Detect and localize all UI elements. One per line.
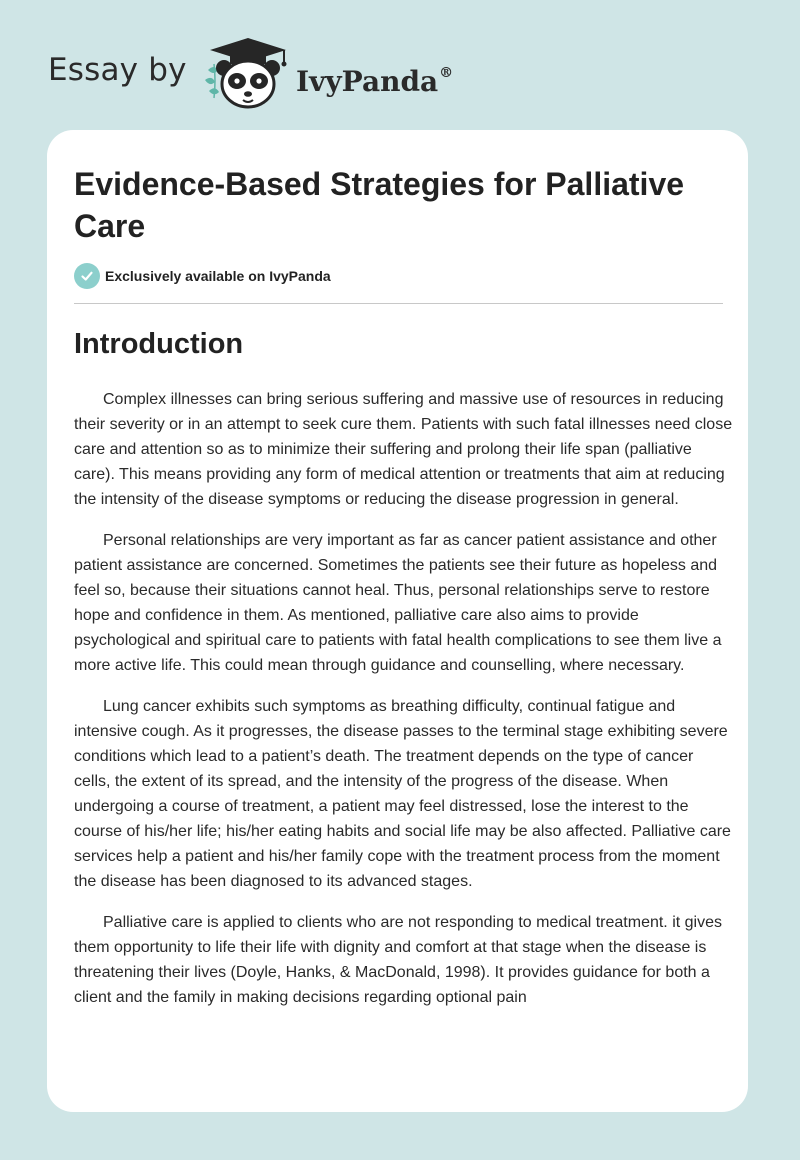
exclusive-badge-label: Exclusively available on IvyPanda: [105, 268, 331, 284]
panda-graduate-logo-icon[interactable]: [200, 34, 296, 110]
body-paragraph: Personal relationships are very important as far as cancer patient assistance and other patient assistance are concerned. Sometimes the patients see their future as hopeless and feel so, because their situations cannot heal. Thus, personal relationships serve to restore hope and confidence in them. As mentioned, palliative care also aims to provide psychological and spiritual care to patients with fatal health complications to see them live a more active life. This could mean through guidance and counselling, where necessary.: [74, 532, 722, 674]
essay-title: Evidence-Based Strategies for Palliative Care: [74, 166, 685, 244]
body-paragraph: Palliative care is applied to clients who are not responding to medical treatment. it gives them opportunity to life their life with dignity and comfort at that stage when the disease is threatening their lives (Doyle, Hanks, & MacDonald, 1998). It provides guidance for both a client and the family in making decisions regarding optional pain: [74, 914, 722, 1006]
essay-body: [74, 387, 734, 1026]
title-divider: [74, 303, 723, 304]
brand-name-text: IvyPanda: [296, 65, 439, 98]
trademark-symbol: ®: [439, 65, 454, 81]
check-icon: [74, 263, 100, 289]
section-heading: Introduction: [74, 328, 244, 360]
body-paragraph: Complex illnesses can bring serious suffering and massive use of resources in reducing their severity or in an attempt to seek cure them. Patients with such fatal illnesses need close care and attention so as to minimize their suffering and prolong their life span (palliative care). This means providing any form of medical attention or treatments that aim at reducing the intensity of the disease symptoms or reducing the disease progression in general.: [74, 391, 733, 508]
body-paragraph: Lung cancer exhibits such symptoms as breathing difficulty, continual fatigue and intensive cough. As it progresses, the disease passes to the terminal stage exhibiting severe conditions which lead to a patient’s death. The treatment depends on the type of cancer cells, the extent of its spread, and the intensity of the progress of the disease. When undergoing a course of treatment, a patient may feel distressed, lose the interest to the course of his/her life; his/her eating habits and social life may be also affected. Palliative care services help a patient and his/her family cope with the treatment process from the moment the disease has been diagnosed to its advanced stages.: [74, 698, 731, 890]
brand-name[interactable]: [296, 53, 453, 102]
exclusive-badge: [74, 263, 331, 289]
site-header: [0, 0, 800, 130]
essay-by-label: Essay by: [48, 52, 187, 88]
essay-card: [47, 130, 748, 1112]
